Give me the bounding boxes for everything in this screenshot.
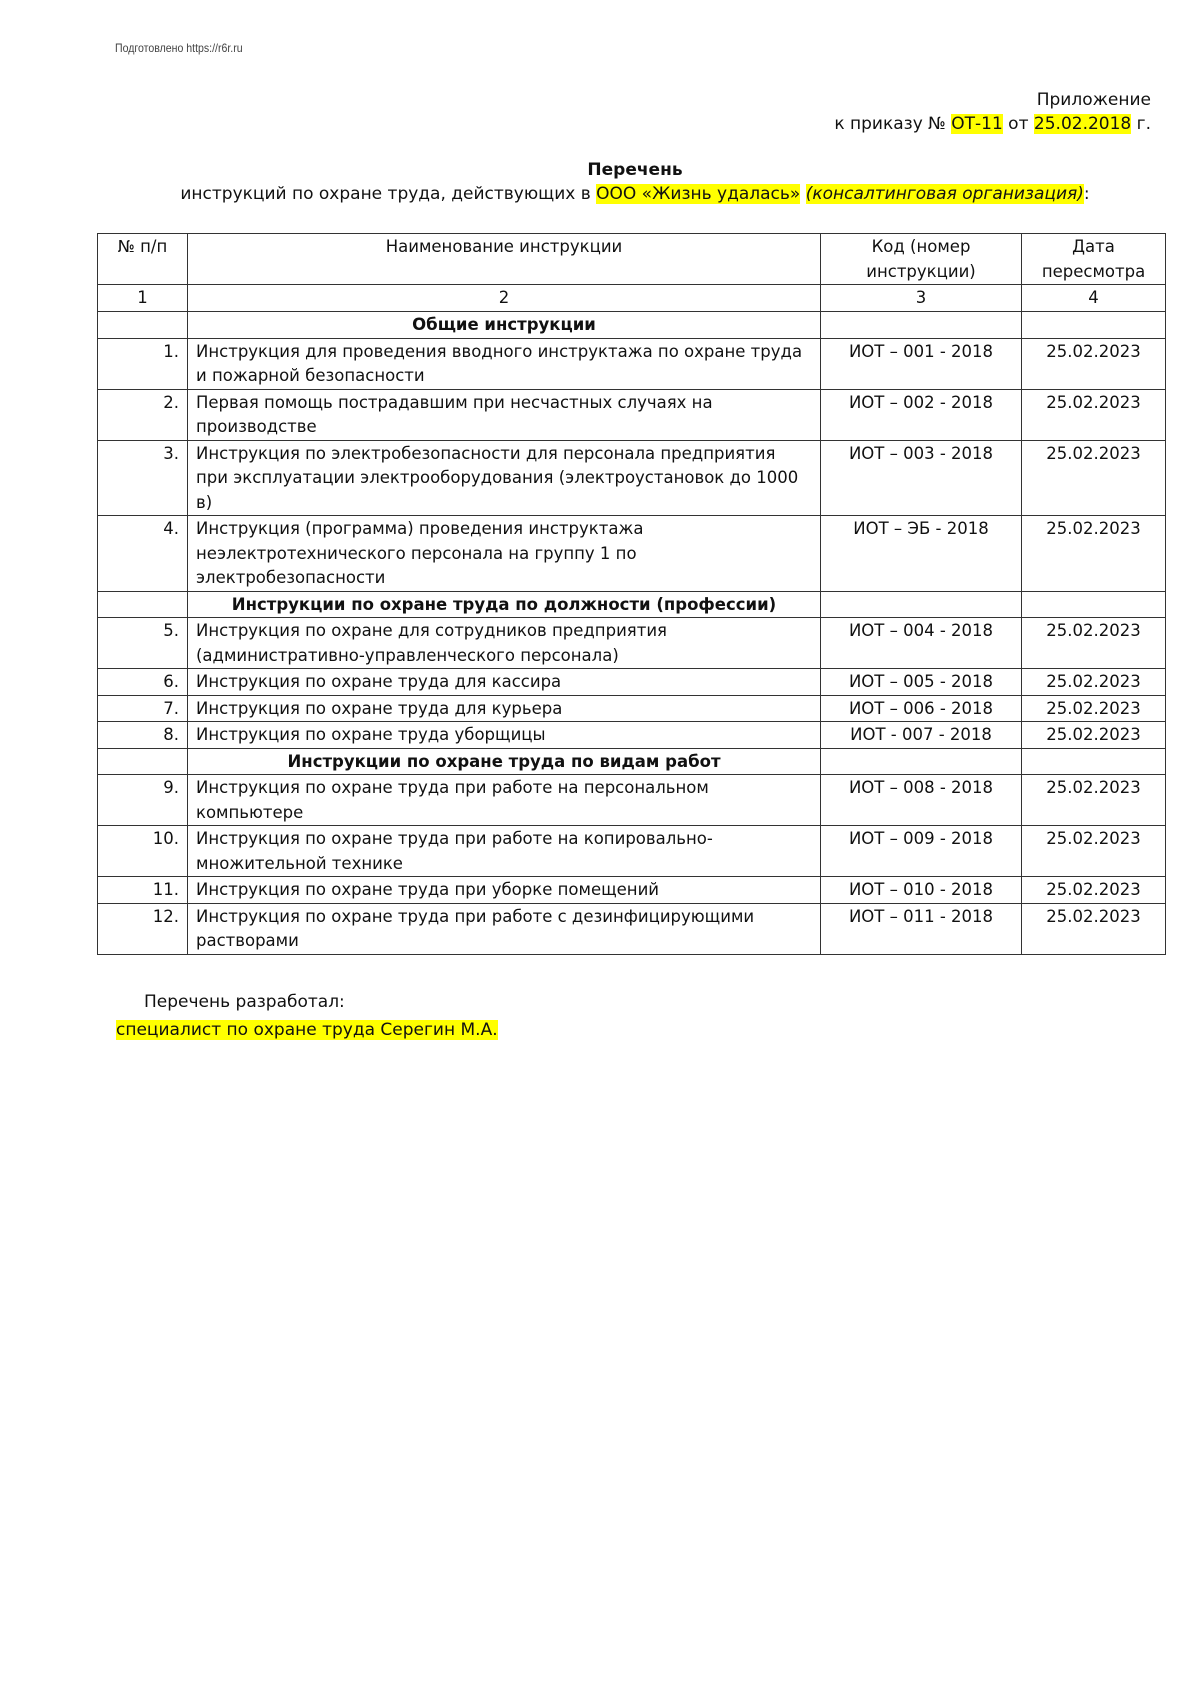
review-date: 25.02.2023 [1022, 722, 1166, 749]
order-reference [834, 112, 1151, 136]
empty-cell [821, 312, 1022, 339]
review-date: 25.02.2023 [1022, 338, 1166, 389]
col-number: 3 [821, 285, 1022, 312]
section-title: Инструкции по охране труда по видам работ [188, 748, 821, 775]
table-row [98, 618, 1166, 669]
table-row [98, 826, 1166, 877]
section-title: Общие инструкции [188, 312, 821, 339]
table-row [98, 877, 1166, 904]
instruction-code: ИОТ – 005 - 2018 [821, 669, 1022, 696]
appendix-header [834, 88, 1151, 136]
table-row [98, 389, 1166, 440]
review-date: 25.02.2023 [1022, 826, 1166, 877]
section-row [98, 312, 1166, 339]
review-date: 25.02.2023 [1022, 440, 1166, 516]
section-title: Инструкции по охране труда по должности (профессии) [188, 591, 821, 618]
instruction-name: Первая помощь пострадавшим при несчастных случаях на производстве [188, 389, 821, 440]
empty-cell [1022, 312, 1166, 339]
row-number: 6. [98, 669, 188, 696]
review-date: 25.02.2023 [1022, 877, 1166, 904]
header-date: Дата пересмотра [1022, 234, 1166, 285]
appendix-label: Приложение [1036, 90, 1151, 110]
col-number: 1 [98, 285, 188, 312]
instruction-name: Инструкция по охране труда при уборке помещений [188, 877, 821, 904]
header-row [98, 234, 1166, 285]
row-number: 12. [98, 903, 188, 954]
developed-by-label: Перечень разработал: [144, 992, 345, 1012]
organization-name: ООО «Жизнь удалась» [596, 184, 801, 204]
instruction-code: ИОТ – 010 - 2018 [821, 877, 1022, 904]
review-date: 25.02.2023 [1022, 903, 1166, 954]
row-number: 11. [98, 877, 188, 904]
review-date: 25.02.2023 [1022, 669, 1166, 696]
instruction-name: Инструкция для проведения вводного инструктажа по охране труда и пожарной безопасности [188, 338, 821, 389]
empty-cell [98, 748, 188, 775]
instruction-code: ИОТ – 009 - 2018 [821, 826, 1022, 877]
empty-cell [1022, 591, 1166, 618]
instruction-code: ИОТ – 011 - 2018 [821, 903, 1022, 954]
instruction-name: Инструкция по охране для сотрудников предприятия (административно-управленческого персонала) [188, 618, 821, 669]
document-subtitle [0, 184, 1200, 204]
instruction-code: ИОТ – 002 - 2018 [821, 389, 1022, 440]
table-row [98, 516, 1166, 592]
instruction-name: Инструкция по электробезопасности для персонала предприятия при эксплуатации электрооборудования (электроустановок до 1000 в) [188, 440, 821, 516]
section-row [98, 748, 1166, 775]
instruction-name: Инструкция по охране труда уборщицы [188, 722, 821, 749]
organization-type: (консалтинговая организация) [805, 184, 1084, 204]
instruction-code: ИОТ - 007 - 2018 [821, 722, 1022, 749]
row-number: 4. [98, 516, 188, 592]
col-number: 4 [1022, 285, 1166, 312]
subtitle-text: инструкций по охране труда, действующих в [180, 184, 597, 204]
review-date: 25.02.2023 [1022, 775, 1166, 826]
table-row [98, 669, 1166, 696]
column-number-row [98, 285, 1166, 312]
empty-cell [821, 748, 1022, 775]
header-number: № п/п [98, 234, 188, 285]
row-number: 2. [98, 389, 188, 440]
table-row [98, 440, 1166, 516]
order-date: 25.02.2018 [1033, 114, 1132, 134]
table-row [98, 775, 1166, 826]
order-suffix: г. [1131, 114, 1151, 134]
empty-cell [98, 591, 188, 618]
developer-name: специалист по охране труда Серегин М.А. [116, 1020, 498, 1040]
instruction-code: ИОТ – 001 - 2018 [821, 338, 1022, 389]
section-row [98, 591, 1166, 618]
row-number: 10. [98, 826, 188, 877]
instruction-name: Инструкция по охране труда при работе на копировально-множительной технике [188, 826, 821, 877]
table-row [98, 903, 1166, 954]
instruction-code: ИОТ – 004 - 2018 [821, 618, 1022, 669]
instruction-name: Инструкция по охране труда для кассира [188, 669, 821, 696]
instruction-name: Инструкция (программа) проведения инструктажа неэлектротехнического персонала на группу 1 по электробезопасности [188, 516, 821, 592]
instruction-code: ИОТ – 008 - 2018 [821, 775, 1022, 826]
empty-cell [98, 312, 188, 339]
instruction-name: Инструкция по охране труда для курьера [188, 695, 821, 722]
order-number: ОТ-11 [951, 114, 1003, 134]
header-name: Наименование инструкции [188, 234, 821, 285]
review-date: 25.02.2023 [1022, 618, 1166, 669]
table-row [98, 338, 1166, 389]
instruction-name: Инструкция по охране труда при работе на персональном компьютере [188, 775, 821, 826]
empty-cell [1022, 748, 1166, 775]
instruction-code: ИОТ – 003 - 2018 [821, 440, 1022, 516]
subtitle-suffix: : [1083, 184, 1090, 204]
instructions-table [97, 233, 1166, 955]
instruction-name: Инструкция по охране труда при работе с дезинфицирующими растворами [188, 903, 821, 954]
order-prefix: к приказу № [834, 114, 952, 134]
table-row [98, 722, 1166, 749]
row-number: 9. [98, 775, 188, 826]
row-number: 3. [98, 440, 188, 516]
document-title: Перечень [587, 160, 683, 180]
row-number: 1. [98, 338, 188, 389]
instruction-code: ИОТ – 006 - 2018 [821, 695, 1022, 722]
review-date: 25.02.2023 [1022, 516, 1166, 592]
header-code: Код (номер инструкции) [821, 234, 1022, 285]
col-number: 2 [188, 285, 821, 312]
row-number: 7. [98, 695, 188, 722]
review-date: 25.02.2023 [1022, 389, 1166, 440]
watermark: Подготовлено https://r6r.ru [115, 41, 243, 55]
row-number: 5. [98, 618, 188, 669]
order-from: от [1002, 114, 1034, 134]
table-row [98, 695, 1166, 722]
empty-cell [821, 591, 1022, 618]
instruction-code: ИОТ – ЭБ - 2018 [821, 516, 1022, 592]
row-number: 8. [98, 722, 188, 749]
review-date: 25.02.2023 [1022, 695, 1166, 722]
